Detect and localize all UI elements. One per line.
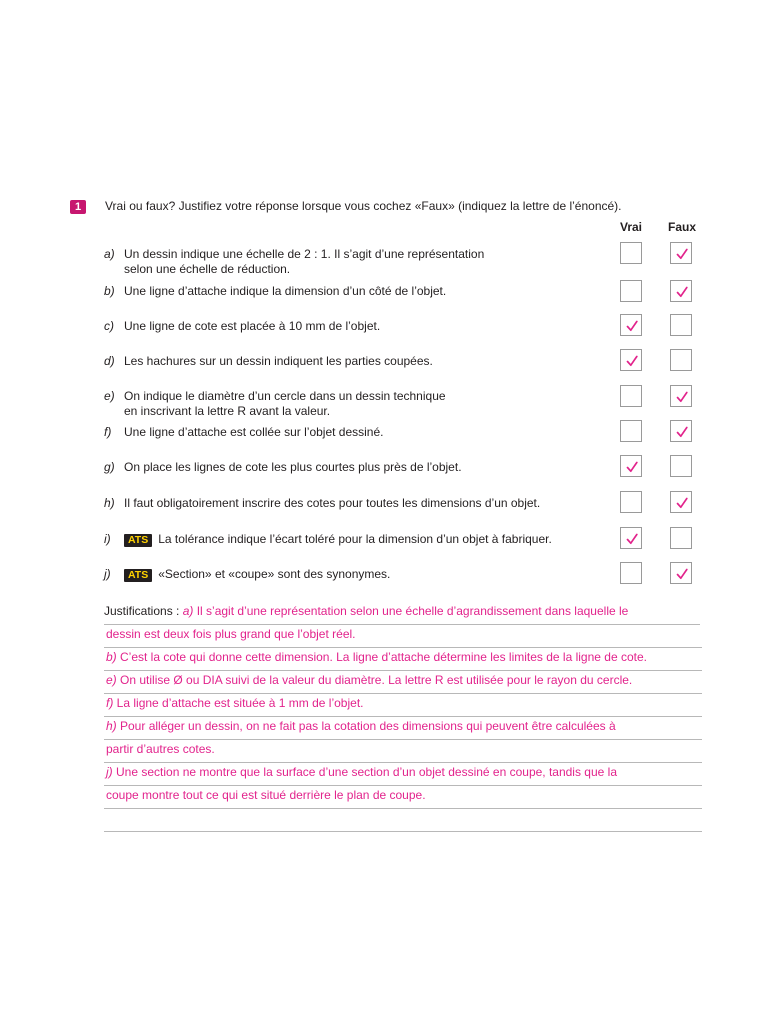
statement-line-1: La tolérance indique l’écart toléré pour la dimension d’un objet à fabriquer. — [158, 532, 552, 546]
vrai-checkbox[interactable] — [620, 562, 642, 584]
vrai-checkbox[interactable] — [620, 455, 642, 477]
justification-text: C’est la cote qui donne cette dimension. La ligne d’attache détermine les limites de la ligne de cote. — [116, 650, 647, 664]
justification-text: Pour alléger un dessin, on ne fait pas la cotation des dimensions qui peuvent être calculées à — [116, 719, 616, 733]
statement-text — [124, 425, 594, 440]
justification-line — [104, 786, 702, 809]
faux-checkbox[interactable] — [670, 385, 692, 407]
vrai-checkbox[interactable] — [620, 242, 642, 264]
check-mark-icon — [621, 315, 643, 337]
ats-badge: ATS — [124, 534, 152, 547]
justification-text: coupe montre tout ce qui est situé derrière le plan de coupe. — [106, 788, 426, 802]
statement-letter: f) — [104, 425, 112, 439]
check-mark-icon — [671, 563, 693, 585]
statement-line-1: Les hachures sur un dessin indiquent les parties coupées. — [124, 354, 433, 368]
statement-row — [70, 389, 700, 423]
statement-letter: b) — [104, 284, 115, 298]
justification-text: dessin est deux fois plus grand que l’objet réel. — [106, 627, 356, 641]
statement-text — [124, 319, 594, 334]
faux-checkbox[interactable] — [670, 280, 692, 302]
statement-line-1: «Section» et «coupe» sont des synonymes. — [158, 567, 391, 581]
statement-row — [70, 284, 700, 318]
justification-letter: h) — [106, 719, 117, 733]
statement-letter: g) — [104, 460, 115, 474]
statement-letter: a) — [104, 247, 115, 261]
justification-letter: b) — [106, 650, 117, 664]
justification-text: partir d’autres cotes. — [106, 742, 215, 756]
justification-letter: a) — [182, 604, 194, 618]
justification-text: La ligne d’attache est située à 1 mm de l’objet. — [113, 696, 364, 710]
vrai-checkbox[interactable] — [620, 280, 642, 302]
statement-row — [70, 496, 700, 530]
check-mark-icon — [671, 243, 693, 265]
statement-text — [124, 532, 594, 547]
statement-line-1: Un dessin indique une échelle de 2 : 1. Il s’agit d’une représentation — [124, 247, 485, 261]
column-header-vrai: Vrai — [620, 220, 643, 234]
justification-line — [104, 740, 702, 763]
statement-letter: c) — [104, 319, 114, 333]
justification-line — [104, 809, 702, 832]
faux-checkbox[interactable] — [670, 562, 692, 584]
statement-line-2: en inscrivant la lettre R avant la valeur. — [124, 404, 331, 418]
column-header-faux: Faux — [668, 220, 697, 234]
check-mark-icon — [621, 528, 643, 550]
faux-checkbox[interactable] — [670, 420, 692, 442]
justification-line — [104, 625, 702, 648]
vrai-checkbox[interactable] — [620, 385, 642, 407]
statement-row — [70, 354, 700, 388]
check-mark-icon — [621, 350, 643, 372]
statement-letter: e) — [104, 389, 115, 403]
faux-checkbox[interactable] — [670, 455, 692, 477]
statement-letter: i) — [104, 532, 111, 546]
faux-checkbox[interactable] — [670, 491, 692, 513]
statement-letter: d) — [104, 354, 115, 368]
justification-letter: j) — [106, 765, 113, 779]
exercise-number-badge: 1 — [70, 200, 86, 214]
statement-text — [124, 496, 594, 511]
statement-text — [124, 247, 594, 277]
check-mark-icon — [671, 421, 693, 443]
check-mark-icon — [671, 281, 693, 303]
statement-text — [124, 354, 594, 369]
statement-line-2: selon une échelle de réduction. — [124, 262, 291, 276]
justification-line — [104, 671, 702, 694]
vrai-checkbox[interactable] — [620, 527, 642, 549]
justification-line — [104, 648, 702, 671]
faux-checkbox[interactable] — [670, 349, 692, 371]
justification-line — [104, 694, 702, 717]
faux-checkbox[interactable] — [670, 527, 692, 549]
exercise-1 — [70, 196, 700, 802]
statement-row — [70, 567, 700, 601]
statement-row — [70, 247, 700, 281]
statement-line-1: Il faut obligatoirement inscrire des cotes pour toutes les dimensions d’un objet. — [124, 496, 541, 510]
statement-text — [124, 284, 594, 299]
justification-letter: e) — [106, 673, 117, 687]
exercise-header — [70, 196, 700, 218]
statement-line-1: Une ligne d’attache indique la dimension d’un côté de l’objet. — [124, 284, 447, 298]
statement-line-1: On indique le diamètre d’un cercle dans un dessin technique — [124, 389, 446, 403]
justification-text: On utilise Ø ou DIA suivi de la valeur du diamètre. La lettre R est utilisée pour le rayon du cercle. — [116, 673, 633, 687]
statement-text — [124, 567, 594, 582]
check-mark-icon — [671, 386, 693, 408]
justification-line — [104, 763, 702, 786]
faux-checkbox[interactable] — [670, 242, 692, 264]
check-mark-icon — [621, 456, 643, 478]
justifications-label: Justifications : — [104, 604, 183, 618]
statement-row — [70, 532, 700, 566]
statement-row — [70, 460, 700, 494]
justification-line — [104, 602, 700, 625]
statement-letter: j) — [104, 567, 111, 581]
statement-line-1: Une ligne d’attache est collée sur l’objet dessiné. — [124, 425, 384, 439]
justification-line — [104, 717, 702, 740]
justification-letter: f) — [106, 696, 114, 710]
vrai-checkbox[interactable] — [620, 314, 642, 336]
justification-text: Une section ne montre que la surface d’une section d’un objet dessiné en coupe, tandis que la — [112, 765, 618, 779]
statement-row — [70, 319, 700, 353]
justification-text: Il s’agit d’une représentation selon une échelle d’agrandissement dans laquelle le — [193, 604, 629, 618]
vrai-checkbox[interactable] — [620, 491, 642, 513]
statement-line-1: On place les lignes de cote les plus courtes plus près de l’objet. — [124, 460, 462, 474]
statement-text — [124, 460, 594, 475]
exercise-instruction: Vrai ou faux? Justifiez votre réponse lorsque vous cochez «Faux» (indiquez la lettre de l’énoncé). — [105, 199, 622, 213]
vrai-checkbox[interactable] — [620, 349, 642, 371]
statement-row — [70, 425, 700, 459]
vrai-checkbox[interactable] — [620, 420, 642, 442]
column-headers — [70, 220, 700, 234]
statement-letter: h) — [104, 496, 115, 510]
statement-text — [124, 389, 594, 419]
ats-badge: ATS — [124, 569, 152, 582]
check-mark-icon — [671, 492, 693, 514]
faux-checkbox[interactable] — [670, 314, 692, 336]
statement-line-1: Une ligne de cote est placée à 10 mm de l’objet. — [124, 319, 381, 333]
